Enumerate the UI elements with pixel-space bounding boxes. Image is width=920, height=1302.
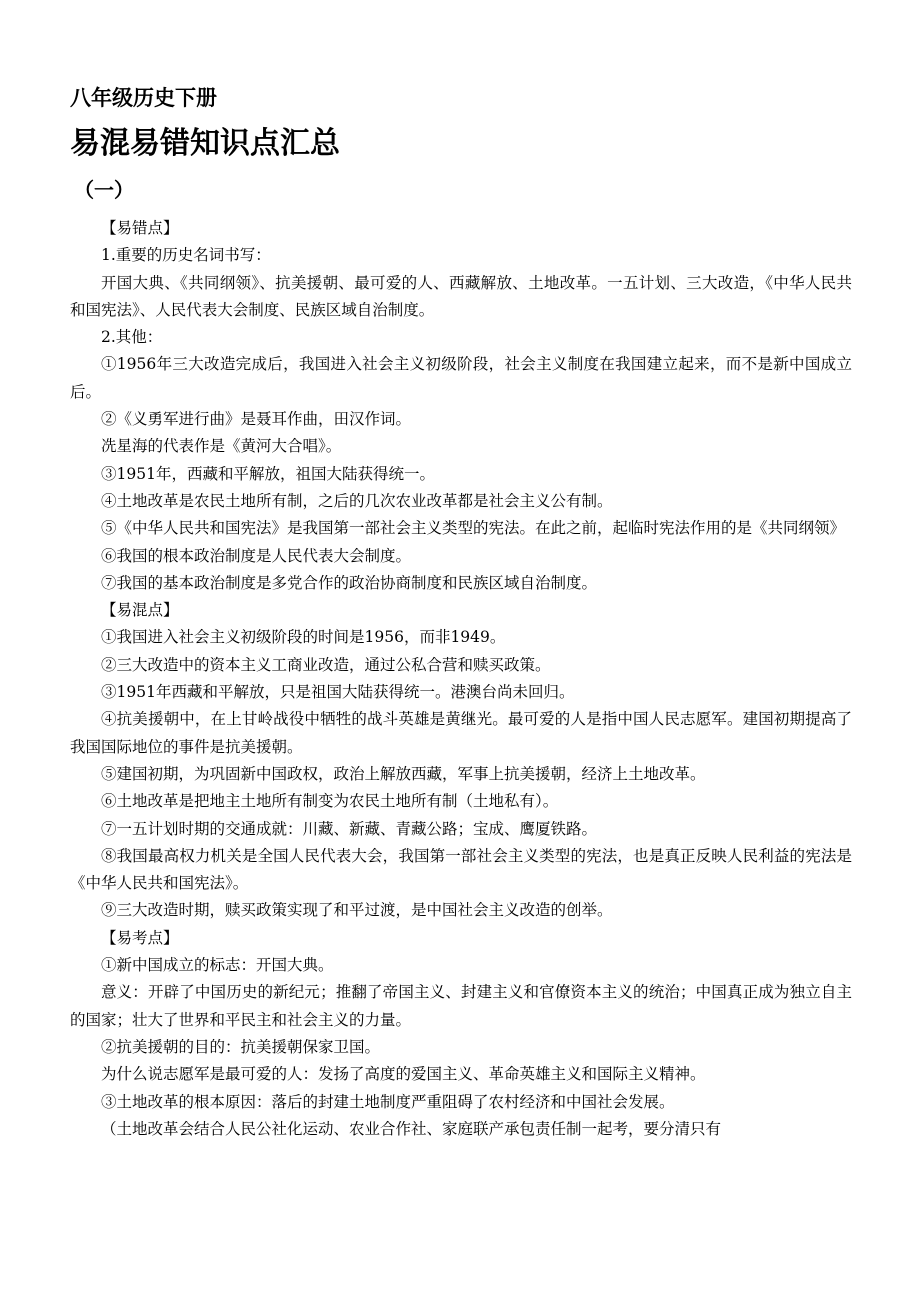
paragraph: 冼星海的代表作是《黄河大合唱》。 (101, 437, 342, 456)
paragraph: ④抗美援朝中，在上甘岭战役中牺牲的战斗英雄是黄继光。最可爱的人是指中国人民志愿军。建国初期提高了我国国际地位的事件是抗美援朝。 (70, 710, 852, 756)
paragraph: ②抗美援朝的目的：抗美援朝保家卫国。 (101, 1037, 381, 1056)
paragraph: ⑧我国最高权力机关是全国人民代表大会，我国第一部社会主义类型的宪法，也是真正反映人民利益的宪法是《中华人民共和国宪法》。 (70, 846, 852, 893)
paragraph: ①新中国成立的标志：开国大典。 (101, 956, 334, 975)
paragraph: ①我国进入社会主义初级阶段的时间是1956，而非1949。 (101, 628, 506, 647)
paragraph: ④土地改革是农民土地所有制，之后的几次农业改革都是社会主义公有制。 (101, 491, 613, 510)
paragraph: 2.其他： (101, 328, 163, 347)
paragraph: ⑥土地改革是把地主土地所有制变为农民土地所有制（土地私有）。 (101, 792, 559, 811)
document-title: 易混易错知识点汇总 (70, 126, 340, 161)
paragraph: 意义：开辟了中国历史的新纪元；推翻了帝国主义、封建主义和官僚资本主义的统治；中国真正成为独立自主的国家；壮大了世界和平民主和社会主义的力量。 (70, 983, 852, 1029)
section-heading-errors: 【易错点】 (101, 219, 179, 237)
paragraph: ⑦一五计划时期的交通成就：川藏、新藏、青藏公路；宝成、鹰厦铁路。 (101, 819, 598, 838)
paragraph: ⑦我国的基本政治制度是多党合作的政治协商制度和民族区域自治制度。 (101, 573, 598, 592)
section-heading-exam-points: 【易考点】 (101, 928, 179, 947)
paragraph: 为什么说志愿军是最可爱的人：发扬了高度的爱国主义、革命英雄主义和国际主义精神。 (101, 1065, 706, 1084)
paragraph: ③1951年，西藏和平解放，祖国大陆获得统一。 (101, 464, 435, 483)
paragraph: （土地改革会结合人民公社化运动、农业合作社、家庭联产承包责任制一起考，要分清只有 (101, 1119, 722, 1138)
document-subtitle: 八年级历史下册 (70, 86, 217, 110)
paragraph: ⑨三大改造时期，赎买政策实现了和平过渡，是中国社会主义改造的创举。 (101, 901, 613, 920)
part-label: （一） (74, 178, 134, 202)
paragraph: ⑥我国的根本政治制度是人民代表大会制度。 (101, 546, 412, 565)
section-heading-confusions: 【易混点】 (101, 601, 179, 620)
paragraph: ③土地改革的根本原因：落后的封建土地制度严重阻碍了农村经济和中国社会发展。 (101, 1092, 675, 1111)
paragraph: ②三大改造中的资本主义工商业改造，通过公私合营和赎买政策。 (101, 655, 551, 674)
paragraph: 开国大典、《共同纲领》、抗美援朝、最可爱的人、西藏解放、土地改革。一五计划、三大改造，《中华人民共和国宪法》、人民代表大会制度、民族区域自治制度。 (70, 273, 852, 319)
document-body (70, 215, 852, 1143)
paragraph: ⑤建国初期，为巩固新中国政权，政治上解放西藏，军事上抗美援朝，经济上土地改革。 (101, 764, 706, 783)
paragraph: ③1951年西藏和平解放，只是祖国大陆获得统一。港澳台尚未回归。 (101, 683, 575, 702)
paragraph: ①1956年三大改造完成后，我国进入社会主义初级阶段，社会主义制度在我国建立起来，而不是新中国成立后。 (70, 355, 852, 401)
paragraph: ⑤《中华人民共和国宪法》是我国第一部社会主义类型的宪法。在此之前，起临时宪法作用的是《共同纲领》 (101, 519, 846, 538)
paragraph: 1.重要的历史名词书写： (101, 246, 271, 265)
paragraph: ②《义勇军进行曲》是聂耳作曲，田汉作词。 (101, 410, 412, 429)
